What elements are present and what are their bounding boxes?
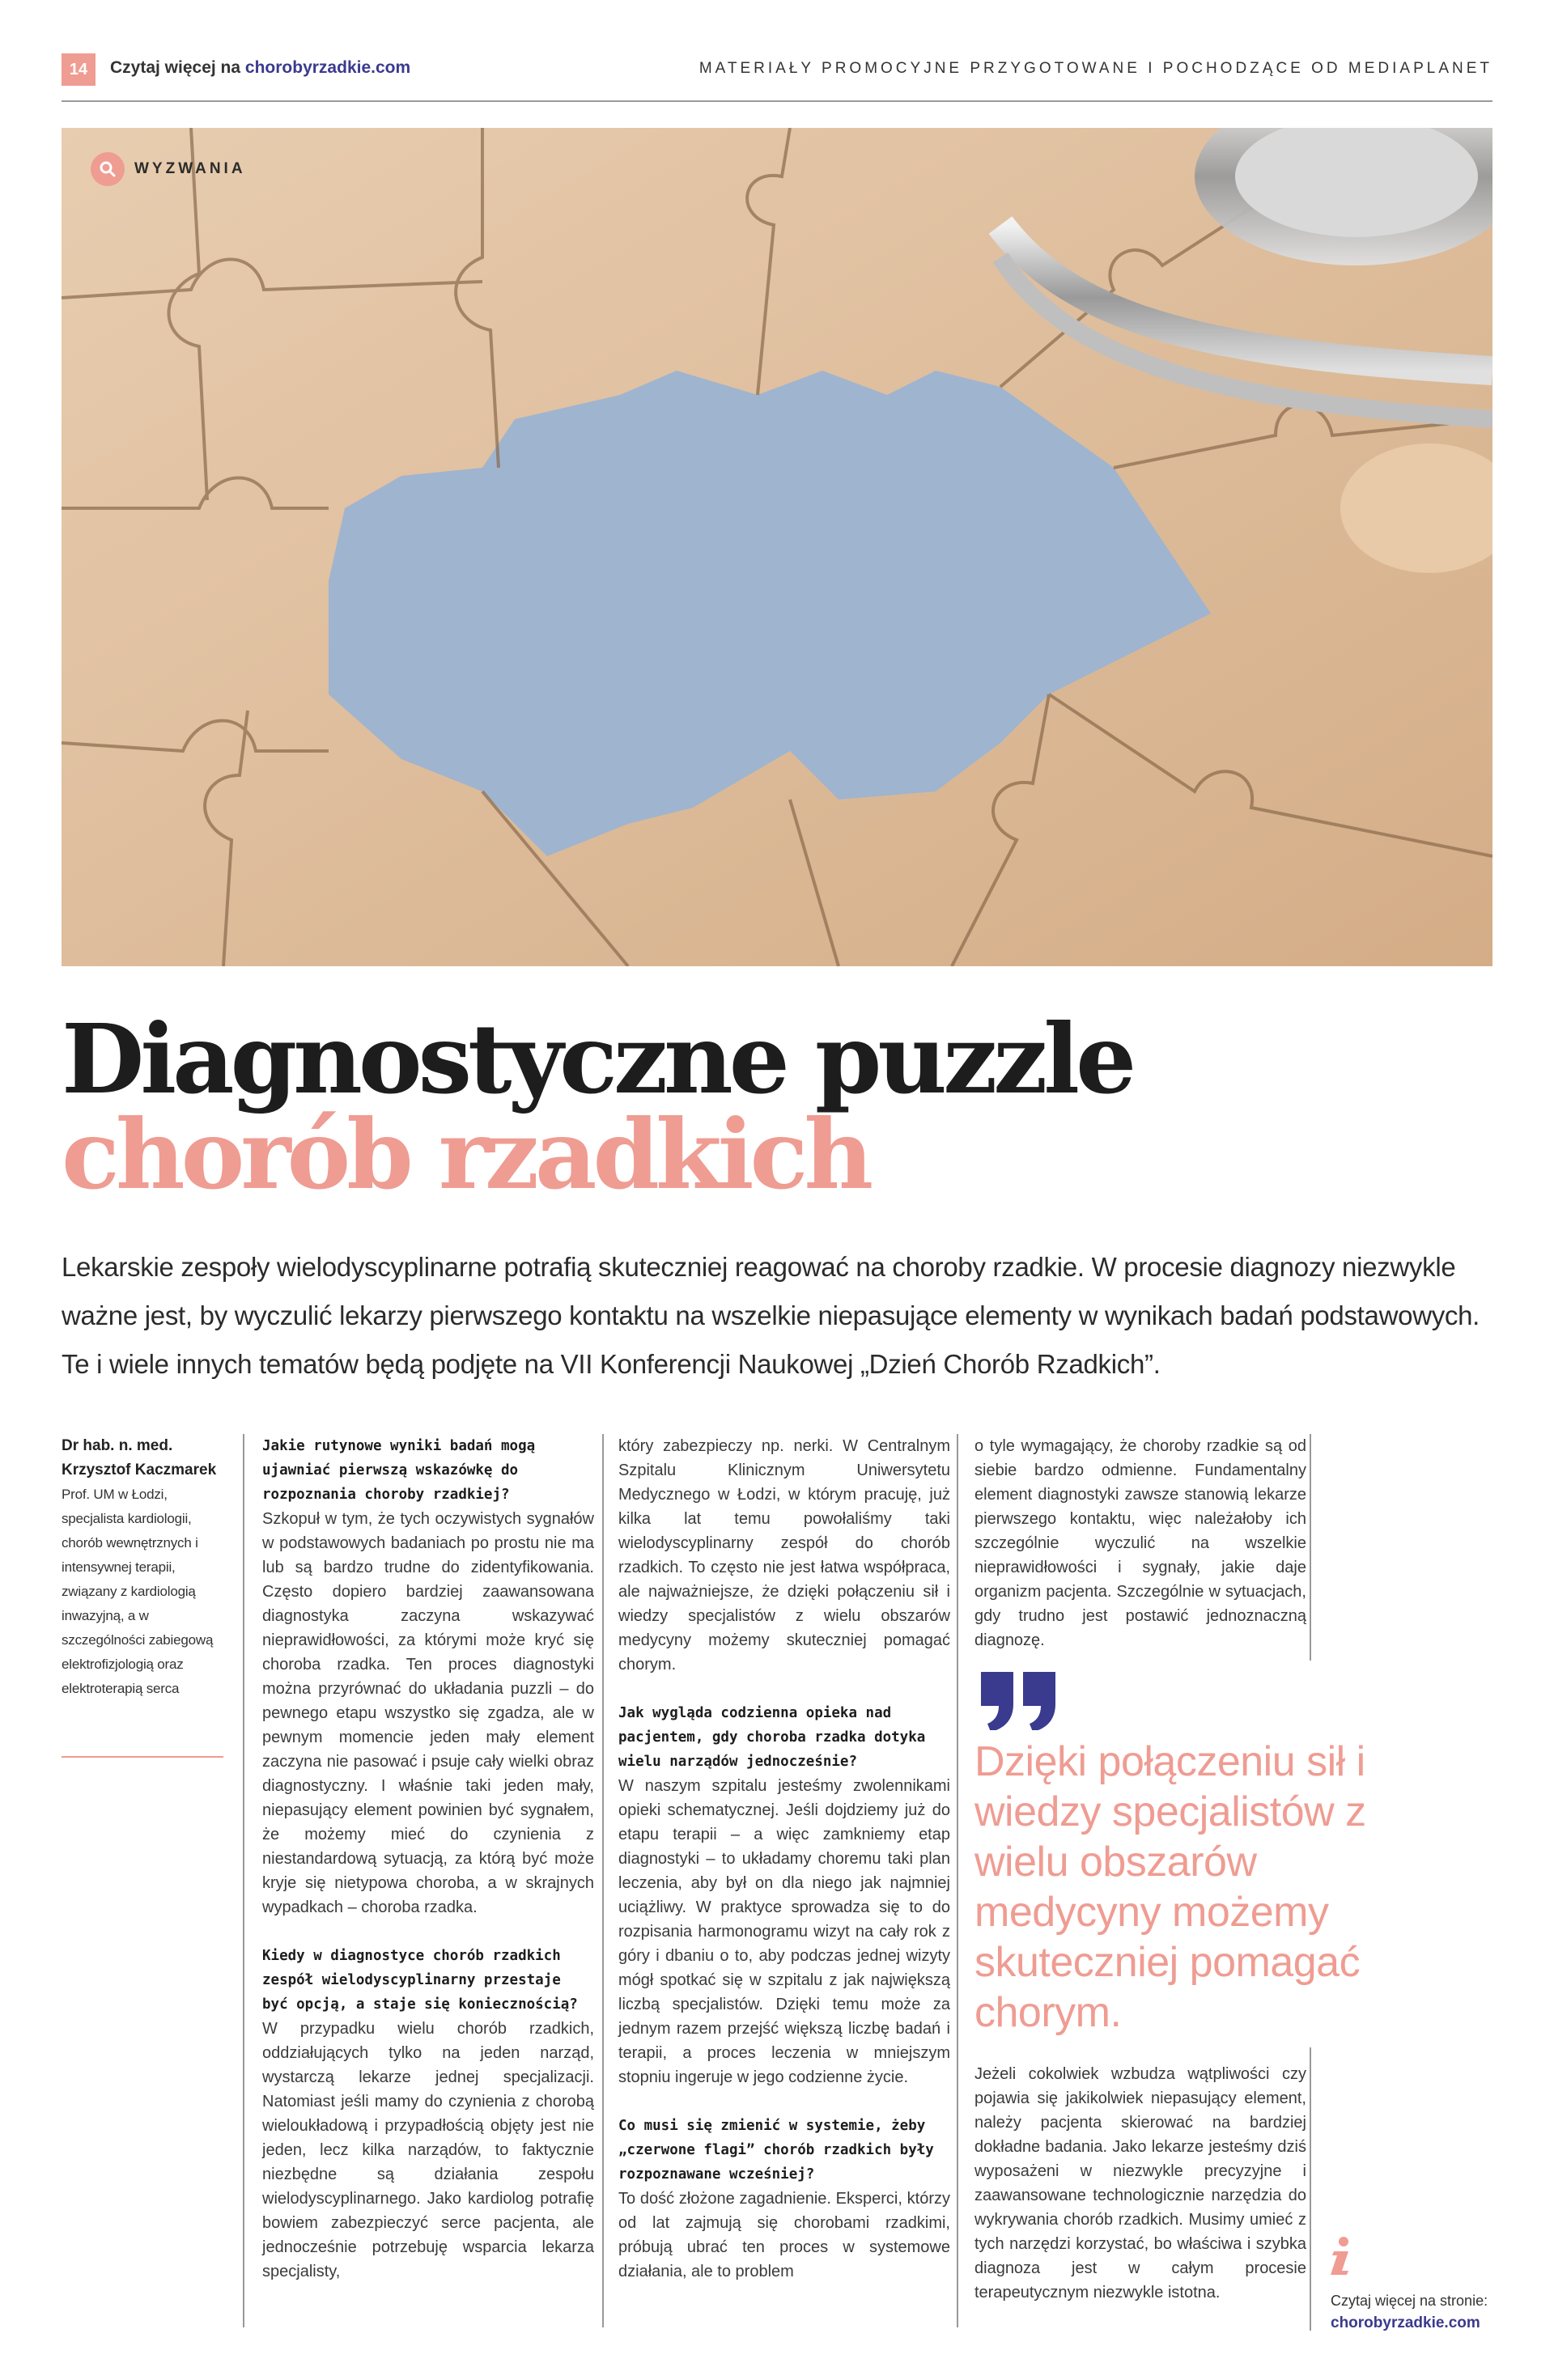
paragraph-gap [618, 2089, 950, 2114]
section-tag-label: WYZWANIA [134, 160, 246, 177]
column-divider [243, 1434, 244, 2327]
interview-answer: Szkopuł w tym, że tych oczywistych sygnałów w podstawowych badaniach po prostu nie ma lub są bardzo trudne do zidentyfikowania. Często dopiero bardziej zaawansowana diagnostyka zaczyna wskazywać nieprawidłowości, za którymi może kryć się choroba rzadka. Ten proces diagnostyki można przyrównać do układania puzzli – do pewnego etapu wszystko się zgadza, ale w pewnym momencie jeden mały element zaczyna nie pasować i psuje cały wielki obraz diagnostyczny. I właśnie taki jeden mały, niepasujący element powinien być sygnałem, że możemy mieć do czynienia z niestandardową sytuacją, za którą być może kryje się nietypowa choroba, a w skrajnych wypadkach – choroba rzadka. [262, 1510, 594, 1916]
column-divider [1310, 2047, 1311, 2331]
column-divider [957, 1434, 958, 2327]
interview-answer: W przypadku wielu chorób rzadkich, oddziałujących tylko na jeden narząd, wystarczą lekarze jednej specjalizacji. Natomiast jeśli mamy do czynienia z chorobą wieloukładową i przypadłością objęty jest nie jeden, lecz kilka narządów, to faktycznie niezbędne są działania zespołu wielodyscyplinarnego. Jako kardiolog potrafię bowiem zabezpieczyć serce pacjenta, ale jednocześnie potrzebuję wsparcia lekarza specjalisty, [262, 2020, 594, 2280]
quote-mark-icon [974, 1665, 1064, 1730]
author-name: Dr hab. n. med. Krzysztof Kaczmarek [62, 1437, 217, 1478]
interview-answer: Jeżeli cokolwiek wzbudza wątpliwości czy pojawia się jakikolwiek niepasujący element, należy pacjenta skierować na bardziej dokładne badania. Jako lekarze jesteśmy dziś wyposażeni w niezwykle precyzyjne i zaawansowane technologicznie narzędzia do wykrywania chorób rzadkich. Musimy umieć z tych narzędzi korzystać, bo właściwa i szybka diagnoza jest w całym procesie terapeutycznym niezwykle istotna. [974, 2065, 1306, 2302]
header-read-more [110, 58, 410, 78]
page-number: 14 [62, 53, 96, 86]
section-tag [91, 152, 246, 186]
puzzle-illustration [62, 128, 1492, 966]
paragraph-gap [262, 1920, 594, 1944]
pull-quote: Dzięki połączeniu sił i wiedzy specjalistów z wielu obszarów medycyny możemy skuteczniej pomagać chorym. [974, 1738, 1366, 2036]
info-link[interactable]: chorobyrzadkie.com [1331, 2314, 1480, 2331]
author-divider [62, 1756, 223, 1758]
interview-question: Jak wygląda codzienna opieka nad pacjentem, gdy choroba rzadka dotyka wielu narządów jednocześnie? [618, 1705, 926, 1770]
column-divider [1310, 1434, 1311, 1661]
author-box [62, 1434, 223, 1701]
promo-text: MATERIAŁY PROMOCYJNE PRZYGOTOWANE I POCHODZĄCE OD MEDIAPLANET [698, 60, 1492, 77]
read-more-prefix: Czytaj więcej na [110, 58, 241, 77]
hero-image [62, 128, 1492, 966]
title-line-2: chorób rzadkich [62, 1098, 870, 1211]
column-divider [602, 1434, 604, 2327]
header-divider [62, 100, 1492, 102]
interview-question: Kiedy w diagnostyce chorób rzadkich zespół wielodyscyplinarny przestaje być opcją, a staje się koniecznością? [262, 1948, 578, 2013]
article-title [62, 1003, 1437, 1211]
search-icon [91, 152, 125, 186]
interview-answer: To dość złożone zagadnienie. Eksperci, którzy od lat zajmują się chorobami rzadkimi, próbują ubrać ten proces w systemowe działania, ale to problem [618, 2190, 950, 2280]
article-column-1 [262, 1434, 594, 2284]
paragraph-gap [618, 1677, 950, 1701]
article-column-3 [974, 1434, 1306, 1652]
title-line-1: Diagnostyczne puzzle [62, 1003, 1133, 1115]
info-icon [1324, 2235, 1357, 2276]
read-more-link[interactable]: chorobyrzadkie.com [244, 58, 411, 77]
interview-answer: W naszym szpitalu jesteśmy zwolennikami opieki schematycznej. Jeśli dojdziemy już do etapu terapii – a więc zamkniemy etap diagnostyki – to układamy choremu taki plan leczenia, aby był on dla niego jak najmniej uciążliwy. W praktyce sprowadza się to do rozpisania harmonogramu wizyt na cały rok z góry i dbaniu o to, aby podczas jednej wizyty mógł spotkać się w szpitalu z jak największą liczbą specjalistów. Dzięki temu może za jednym razem przejść większą liczbę badań i terapii, a proces leczenia w mniejszym stopniu ingeruje w jego codzienne życie. [618, 1777, 950, 2086]
interview-answer: który zabezpieczy np. nerki. W Centralnym Szpitalu Klinicznym Uniwersytetu Medycznego w Łodzi, w którym pracuję, już kilka lat temu powołaliśmy taki wielodyscyplinarny zespół do chorób rzadkich. To często nie jest łatwa współpraca, ale najważniejsze, że dzięki połączeniu sił i wiedzy specjalistów z wielu obszarów medycyny możemy skuteczniej pomagać chorym. [618, 1437, 950, 1674]
article-column-2 [618, 1434, 950, 2284]
article-column-3-continued [974, 2062, 1306, 2305]
author-description: Prof. UM w Łodzi, specjalista kardiologii, chorób wewnętrznych i intensywnej terapii, związany z kardiologią inwazyjną, a w szczególności zabiegową elektrofizjologią oraz elektroterapią serca [62, 1487, 214, 1696]
interview-question: Co musi się zmienić w systemie, żeby „czerwone flagi” chorób rzadkich były rozpoznawane wcześniej? [618, 2118, 934, 2183]
interview-question: Jakie rutynowe wyniki badań mogą ujawniać pierwszą wskazówkę do rozpoznania choroby rzadkiej? [262, 1438, 536, 1503]
article-lead: Lekarskie zespoły wielodyscyplinarne potrafią skuteczniej reagować na choroby rzadkie. W procesie diagnozy niezwykle ważne jest, by wyczulić lekarzy pierwszego kontaktu na wszelkie niepasujące elementy w wynikach badań podstawowych. Te i wiele innych tematów będą podjęte na VII Konferencji Naukowej „Dzień Chorób Rzadkich”. [62, 1252, 1480, 1379]
interview-answer: o tyle wymagający, że choroby rzadkie są od siebie bardzo odmienne. Fundamentalny element diagnostyki zawsze stanowią lekarze pierwszego kontaktu, więc należałoby ich szczególnie wyczulić na wszelkie nieprawidłowości i sygnały, jakie daje organizm pacjenta. Szczególnie w sytuacjach, gdy trudno jest postawić jednoznaczną diagnozę. [974, 1437, 1306, 1649]
info-text: Czytaj więcej na stronie: [1331, 2293, 1488, 2309]
